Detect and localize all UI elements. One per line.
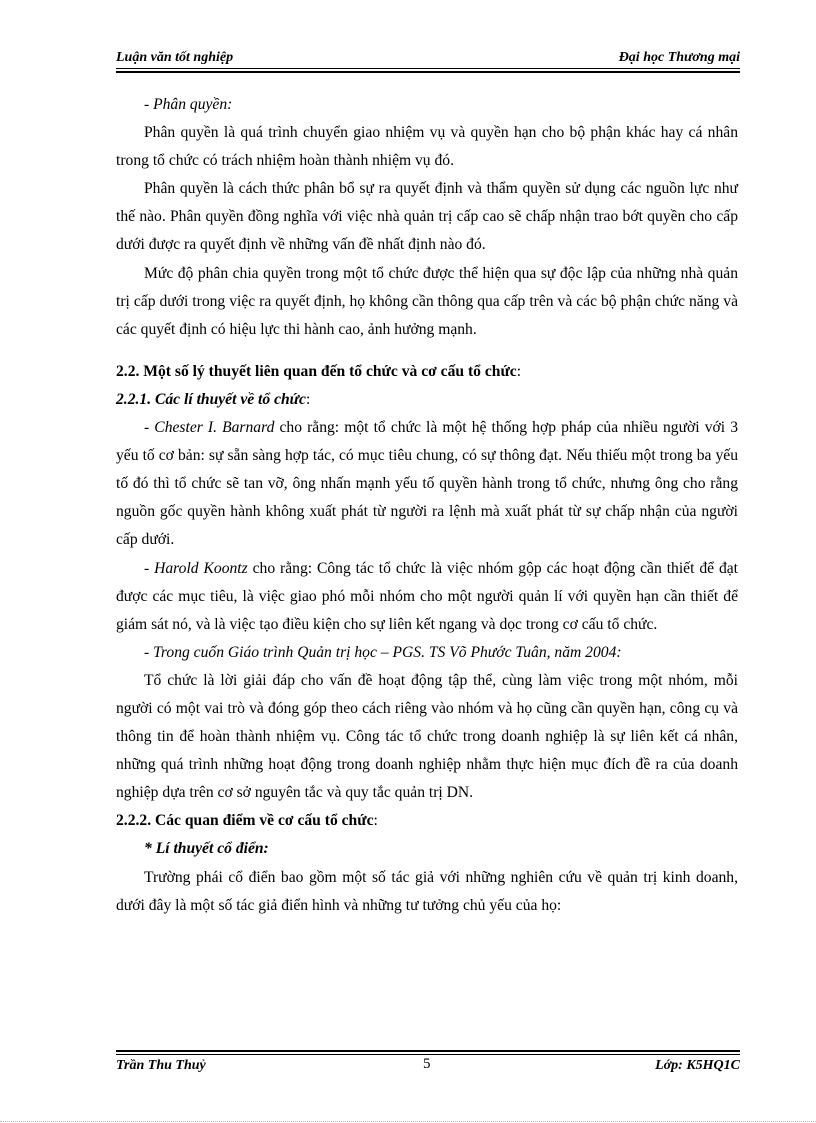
page-footer [116,1056,740,1078]
header-university: Đại học Thương mại [618,50,740,65]
chester-text: cho rằng: một tổ chức là một hệ thống hợp pháp của nhiều người với 3 yếu tố cơ bản: sự sẵn sàng hợp tác, có mục tiêu chung, có sự thông đạt. Nếu thiếu một trong ba yếu tố đó thì tổ chức sẽ tan vỡ, ông nhấn mạnh yếu tố quyền hành trong tổ chức, nhưng ông cho rằng nguồn gốc quyền hành không xuất phát từ người ra lệnh mà xuất phát từ sự chấp nhận của người cấp dưới. [116,419,738,549]
author-chester-barnard: - Chester I. Barnard [144,419,275,437]
book-reference: - Trong cuốn Giáo trình Quản trị học – PGS. TS Võ Phước Tuân, năm 2004: [144,643,622,661]
footer-class: Lớp: K5HQ1C [655,1058,740,1073]
section-title-decentralization: - Phân quyền: [144,96,233,113]
heading-2-2-2 [116,807,738,835]
paragraph-decentralization-definition: Phân quyền là quá trình chuyển giao nhiệm vụ và quyền hạn cho bộ phận khác hay cá nhân trong tổ chức có trách nhiệm hoàn thành nhiệm vụ đó. [116,124,738,170]
classic-theory-title: * Lí thuyết cổ điển: [144,840,269,858]
page-header [116,50,740,70]
heading-2-2-2-text: 2.2.2. Các quan điểm về cơ cấu tổ chức [116,812,374,830]
footer-rule-thick [116,1050,740,1052]
footer-author: Trần Thu Thuỷ [116,1058,206,1073]
page-number: 5 [423,1056,431,1072]
heading-2-2 [116,358,738,386]
paragraph-decentralization-degree: Mức độ phân chia quyền trong một tổ chức được thể hiện qua sự độc lập của những nhà quản trị cấp dưới trong việc ra quyết định, họ không cần thông qua cấp trên và các bộ phận chức năng và các quyết định có hiệu lực thi hành cao, ảnh hưởng mạnh. [116,264,738,338]
document-body [116,91,738,920]
footer-rule-thin [116,1054,740,1055]
heading-2-2-text: 2.2. Một số lý thuyết liên quan đến tổ chức và cơ cấu tổ chức [116,362,517,380]
page-edge-divider [0,1121,816,1122]
heading-2-2-2-colon: : [373,812,378,830]
header-thesis-label: Luận văn tốt nghiệp [116,50,234,65]
heading-2-2-colon: : [516,362,522,380]
heading-2-2-1 [116,386,738,414]
author-harold-koontz: - Harold Koontz [144,559,248,577]
header-rule-thick [116,71,740,73]
header-rule-thin [116,68,740,69]
paragraph-organization-definition: Tổ chức là lời giải đáp cho vấn đề hoạt động tập thể, cùng làm việc trong một nhóm, mỗi người có một vai trò và đóng góp theo cách riêng vào nhóm và họ cũng cần quyền hạn, công cụ và thông tin để hoàn thành nhiệm vụ. Công tác tổ chức trong doanh nghiệp là sự liên kết cá nhân, những quá trình những hoạt động trong doanh nghiệp nhằm thực hiện mục đích đề ra của doanh nghiệp dựa trên cơ sở nguyên tắc và quy tắc quản trị DN. [116,671,738,802]
paragraph-decentralization-method: Phân quyền là cách thức phân bổ sự ra quyết định và thẩm quyền sử dụng các nguồn lực như thế nào. Phân quyền đồng nghĩa với việc nhà quản trị cấp cao sẽ chấp nhận trao bớt quyền cho cấp dưới được ra quyết định về những vấn đề nhất định nào đó. [116,180,738,254]
heading-2-2-1-text: 2.2.1. Các lí thuyết về tổ chức [116,390,306,408]
heading-2-2-1-colon: : [305,390,311,408]
paragraph-classic-theory: Trường phái cổ điển bao gồm một số tác giả với những nghiên cứu về quản trị kinh doanh, dưới đây là một số tác giả điển hình và những tư tưởng chủ yếu của họ: [116,868,738,914]
paragraph-chester-barnard [116,414,738,554]
koontz-text: cho rằng: Công tác tổ chức là việc nhóm gộp các hoạt động cần thiết để đạt được các mục tiêu, là việc giao phó mỗi nhóm cho một người quản lí với quyền hạn cần thiết để giám sát nó, và là việc tạo điều kiện cho sự liên kết ngang và dọc trong cơ cấu tổ chức. [116,559,738,633]
paragraph-harold-koontz [116,555,738,639]
